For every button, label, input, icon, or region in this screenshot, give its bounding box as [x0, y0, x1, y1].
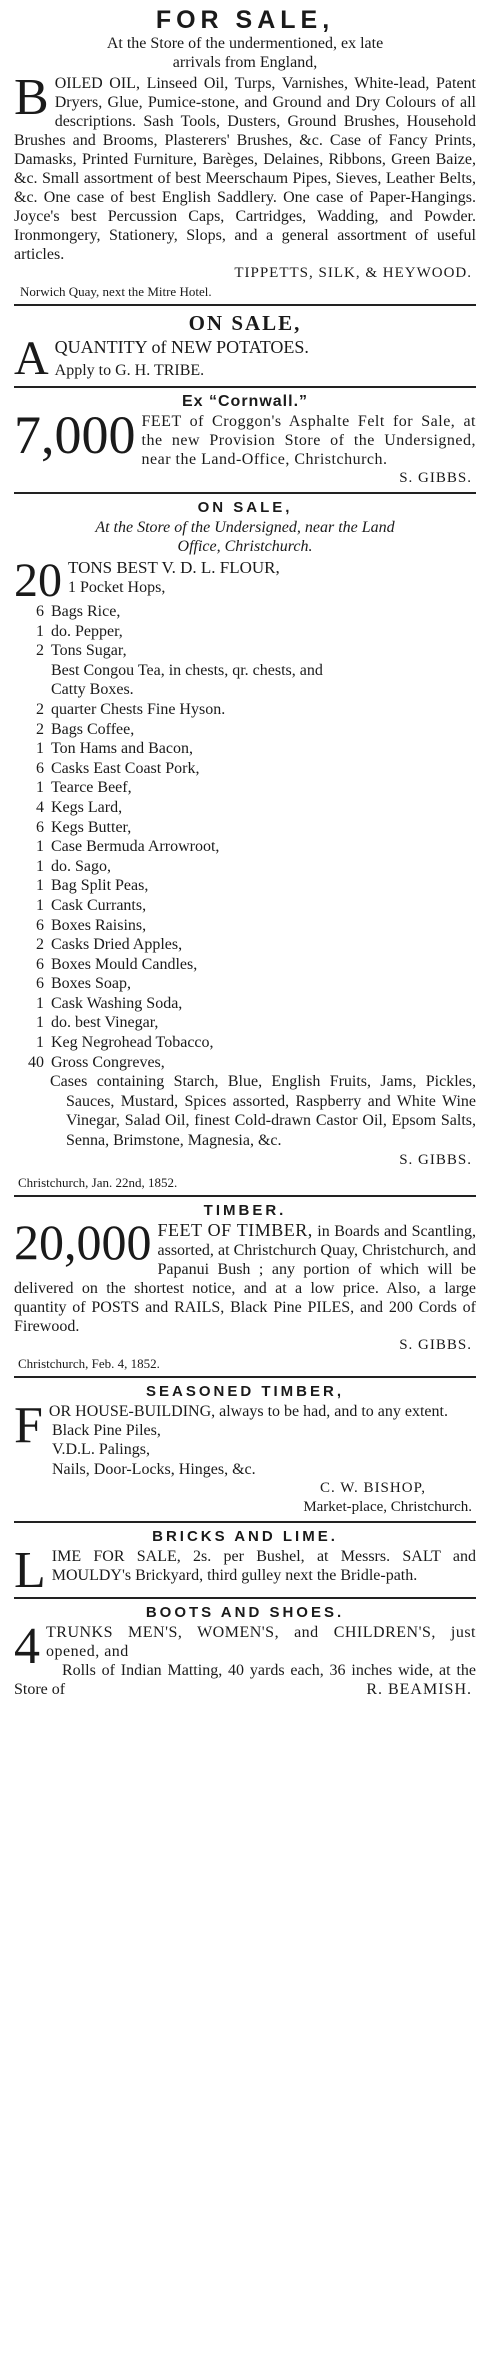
ad-body: [14, 1213, 476, 1336]
provision-text: Catty Boxes.: [51, 681, 134, 699]
provision-text: Tons Sugar,: [51, 642, 127, 660]
provision-item: [14, 818, 476, 838]
provision-qty: 1: [36, 877, 44, 895]
ad-body-text: OILED OIL, Linseed Oil, Turps, Varnishes, White-lead, Patent Dryers, Glue, Pumice-stone, and Ground and Dry Colours of all descriptions. Sash Tools, Dusters, Ground Brushes, Household Brushes and Brooms, Plasterers' Brushes, &c. Case of Fancy Prints, Damasks, Printed Furniture, Barèges, Delaines, Ribbons, Green Baize, &c. Small assortment of best Meerschaum Pipes, Sieves, Leather Belts, &c. One case of best English Saddlery. One case of Paper-Hangings. Joyce's best Percussion Caps, Cartridges, Wadding, and Powder. Ironmongery, Stationery, Slops, and a general assortment of useful articles.: [14, 75, 476, 263]
provision-text: Ton Hams and Bacon,: [51, 740, 193, 758]
ad-body: [14, 1618, 476, 1676]
ad-provisions-gibbs: [14, 498, 476, 1191]
ad-signature: TIPPETTS, SILK, & HEYWOOD.: [234, 265, 472, 281]
provision-item: [14, 680, 476, 700]
provision-qty: 6: [36, 916, 44, 934]
provision-qty: 1: [36, 1014, 44, 1032]
provision-text: do. Pepper,: [51, 622, 123, 640]
ad-heading: BOOTS AND SHOES.: [145, 1604, 345, 1622]
ad-heading: ON SALE,: [188, 311, 302, 335]
provision-text: do. best Vinegar,: [51, 1014, 159, 1032]
provision-qty: 1: [36, 622, 44, 640]
ad-signature: R. BEAMISH.: [366, 1681, 472, 1699]
provision-text: Keg Negrohead Tobacco,: [51, 1034, 214, 1052]
provision-qty: 2: [36, 700, 44, 718]
provision-item: [14, 720, 476, 740]
drop-cap: B: [14, 69, 49, 126]
ad-bricks-lime: [14, 1527, 476, 1593]
ad-timber: [14, 1201, 476, 1372]
provision-qty: 6: [36, 955, 44, 973]
provision-item: [14, 837, 476, 857]
drop-cap: 20: [14, 554, 62, 607]
timber-item: V.D.L. Palings,: [52, 1441, 150, 1459]
provision-text: Gross Congreves,: [51, 1053, 165, 1071]
ad-signature: S. GIBBS.: [399, 470, 472, 486]
provisions-list: [14, 602, 476, 1072]
provision-item: [14, 1033, 476, 1053]
drop-cap: 4: [14, 1618, 40, 1676]
provision-qty: 2: [36, 642, 44, 660]
provision-qty: 1: [36, 896, 44, 914]
ad-asphalte-felt: [14, 392, 476, 488]
ad-body-text: in Boards and Scantling, assorted, at Christchurch Quay, Christchurch, and Papanui Bush ; any portion of which will be delivered on the shortest notice, and at a low price. Also, a large quantity of POSTS and RAILS, Black Pine PILES, and 200 Cords of Firewood.: [14, 1222, 476, 1335]
provision-item: [14, 896, 476, 916]
provision-item: [14, 955, 476, 975]
provision-item: [14, 1013, 476, 1033]
ad-signature: C. W. BISHOP,: [320, 1480, 426, 1497]
provision-text: Kegs Lard,: [51, 798, 123, 816]
provision-qty: 6: [36, 818, 44, 836]
ad-body-text: OR HOUSE-BUILDING, always to be had, and to any extent.: [48, 1402, 448, 1420]
provision-text: Cask Washing Soda,: [51, 994, 183, 1012]
provision-qty: 1: [36, 779, 44, 797]
ad-subline: At the Store of the Undersigned, near the Land: [95, 519, 395, 536]
ad-intro: [14, 554, 476, 607]
ad-first-line: FEET OF TIMBER,: [157, 1219, 313, 1240]
provision-qty: 1: [36, 994, 44, 1012]
provision-item: [14, 622, 476, 642]
provision-text: Case Bermuda Arrowroot,: [51, 838, 220, 856]
provision-item: [14, 602, 476, 622]
provision-text: Casks East Coast Pork,: [51, 759, 200, 777]
provision-text: quarter Chests Fine Hyson.: [51, 700, 226, 718]
provision-qty: 40: [28, 1053, 44, 1071]
provision-qty: 6: [36, 759, 44, 777]
provision-item: [14, 974, 476, 994]
ad-second-line: 1 Pocket Hops,: [68, 579, 166, 596]
ad-body-text: IME FOR SALE, 2s. per Bushel, at Messrs. SALT and MOULDY's Brickyard, third gulley next the Bridle-path.: [51, 1548, 476, 1585]
ad-first-line: TONS BEST V. D. L. FLOUR,: [68, 558, 280, 577]
provision-text: Tearce Beef,: [51, 779, 132, 797]
provision-text: Boxes Soap,: [51, 975, 131, 993]
provision-qty: 1: [36, 1034, 44, 1052]
provision-qty: 6: [36, 975, 44, 993]
ad-body-text: Rolls of Indian Matting, 40 yards each, 36 inches wide, at the Store of: [14, 1662, 476, 1699]
provision-item: [14, 661, 476, 681]
ad-subline: Office, Christchurch.: [177, 538, 313, 555]
ad-heading: ON SALE,: [197, 499, 293, 516]
provision-text: Kegs Butter,: [51, 818, 132, 836]
ad-body: [14, 332, 476, 382]
provision-item: [14, 876, 476, 896]
provision-qty: 1: [36, 857, 44, 875]
provision-item: [14, 778, 476, 798]
provision-qty: 2: [36, 720, 44, 738]
provision-item: [14, 994, 476, 1014]
ad-body-text: Apply to G. H. TRIBE.: [54, 362, 205, 379]
ad-body: [14, 1542, 476, 1594]
provision-item: [14, 916, 476, 936]
ad-date: Christchurch, Jan. 22nd, 1852.: [18, 1174, 178, 1190]
ad-body-text: TRUNKS MEN'S, WOMEN'S, and CHILDREN'S, just opened, and: [46, 1624, 476, 1661]
provision-item: [14, 739, 476, 759]
provision-qty: 6: [36, 603, 44, 620]
ad-heading: Ex “Cornwall.”: [181, 393, 309, 410]
ad-signature: S. GIBBS.: [399, 1336, 472, 1353]
provision-text: Casks Dried Apples,: [51, 936, 183, 954]
drop-cap: 7,000: [14, 405, 136, 465]
timber-item: Black Pine Piles,: [52, 1421, 161, 1439]
ad-body-text: QUANTITY of NEW POTATOES.: [54, 337, 309, 357]
provision-text: do. Sago,: [51, 857, 111, 875]
ad-location: Norwich Quay, next the Mitre Hotel.: [20, 284, 212, 299]
drop-cap: L: [14, 1542, 46, 1594]
provision-item: [14, 759, 476, 779]
ad-heading: FOR SALE,: [155, 6, 335, 34]
ad-signature: S. GIBBS.: [399, 1151, 472, 1168]
provision-item: [14, 935, 476, 955]
ad-cases-text: Cases containing Starch, Blue, English Fruits, Jams, Pickles, Sauces, Mustard, Spices assorted, Raspberry and White Wine Vinegar, Salad Oil, finest Cold-drawn Castor Oil, Epsom Salts, Senna, Brimstone, Magnesia, &c.: [50, 1073, 476, 1150]
ad-date: Christchurch, Feb. 4, 1852.: [18, 1355, 160, 1371]
provision-item: [14, 857, 476, 877]
provision-item: [14, 798, 476, 818]
provision-item: [14, 700, 476, 720]
ad-heading: SEASONED TIMBER,: [145, 1382, 344, 1400]
ad-heading: BRICKS AND LIME.: [152, 1528, 338, 1546]
provision-text: Boxes Raisins,: [51, 916, 147, 934]
provision-qty: 1: [36, 740, 44, 758]
timber-item: Nails, Door-Locks, Hinges, &c.: [52, 1460, 256, 1478]
ad-body: [14, 69, 476, 264]
provision-qty: 4: [36, 798, 44, 816]
provision-qty: 1: [36, 838, 44, 856]
provision-text: Boxes Mould Candles,: [51, 955, 198, 973]
ad-for-sale-tippetts: [14, 6, 476, 300]
provision-text: Best Congou Tea, in chests, qr. chests, and: [51, 661, 323, 679]
provision-text: Bag Split Peas,: [51, 877, 149, 895]
provision-item: [14, 1053, 476, 1073]
ad-boots-shoes: [14, 1603, 476, 1699]
provision-text: Bags Coffee,: [51, 720, 135, 738]
ad-subline: arrivals from England,: [172, 54, 318, 71]
ad-body: [14, 1661, 476, 1699]
drop-cap: F: [14, 1396, 43, 1454]
provision-item: [14, 641, 476, 661]
provision-text: Cask Currants,: [51, 896, 147, 914]
drop-cap: 20,000: [14, 1213, 152, 1270]
drop-cap: A: [14, 332, 49, 382]
ad-heading: TIMBER.: [203, 1201, 287, 1219]
ad-signature-place: Market-place, Christchurch.: [303, 1499, 472, 1516]
ad-body: [14, 405, 476, 469]
provision-qty: 2: [36, 936, 44, 954]
ad-body-text: FEET of Croggon's Asphalte Felt for Sale, at the new Provision Store of the Undersigned, near the Land-Office, Christchurch.: [141, 413, 476, 468]
provision-text: Bags Rice,: [51, 603, 121, 620]
ad-seasoned-timber: [14, 1382, 476, 1518]
ad-on-sale-potatoes: [14, 310, 476, 382]
ad-subline: At the Store of the undermentioned, ex late: [106, 35, 384, 52]
